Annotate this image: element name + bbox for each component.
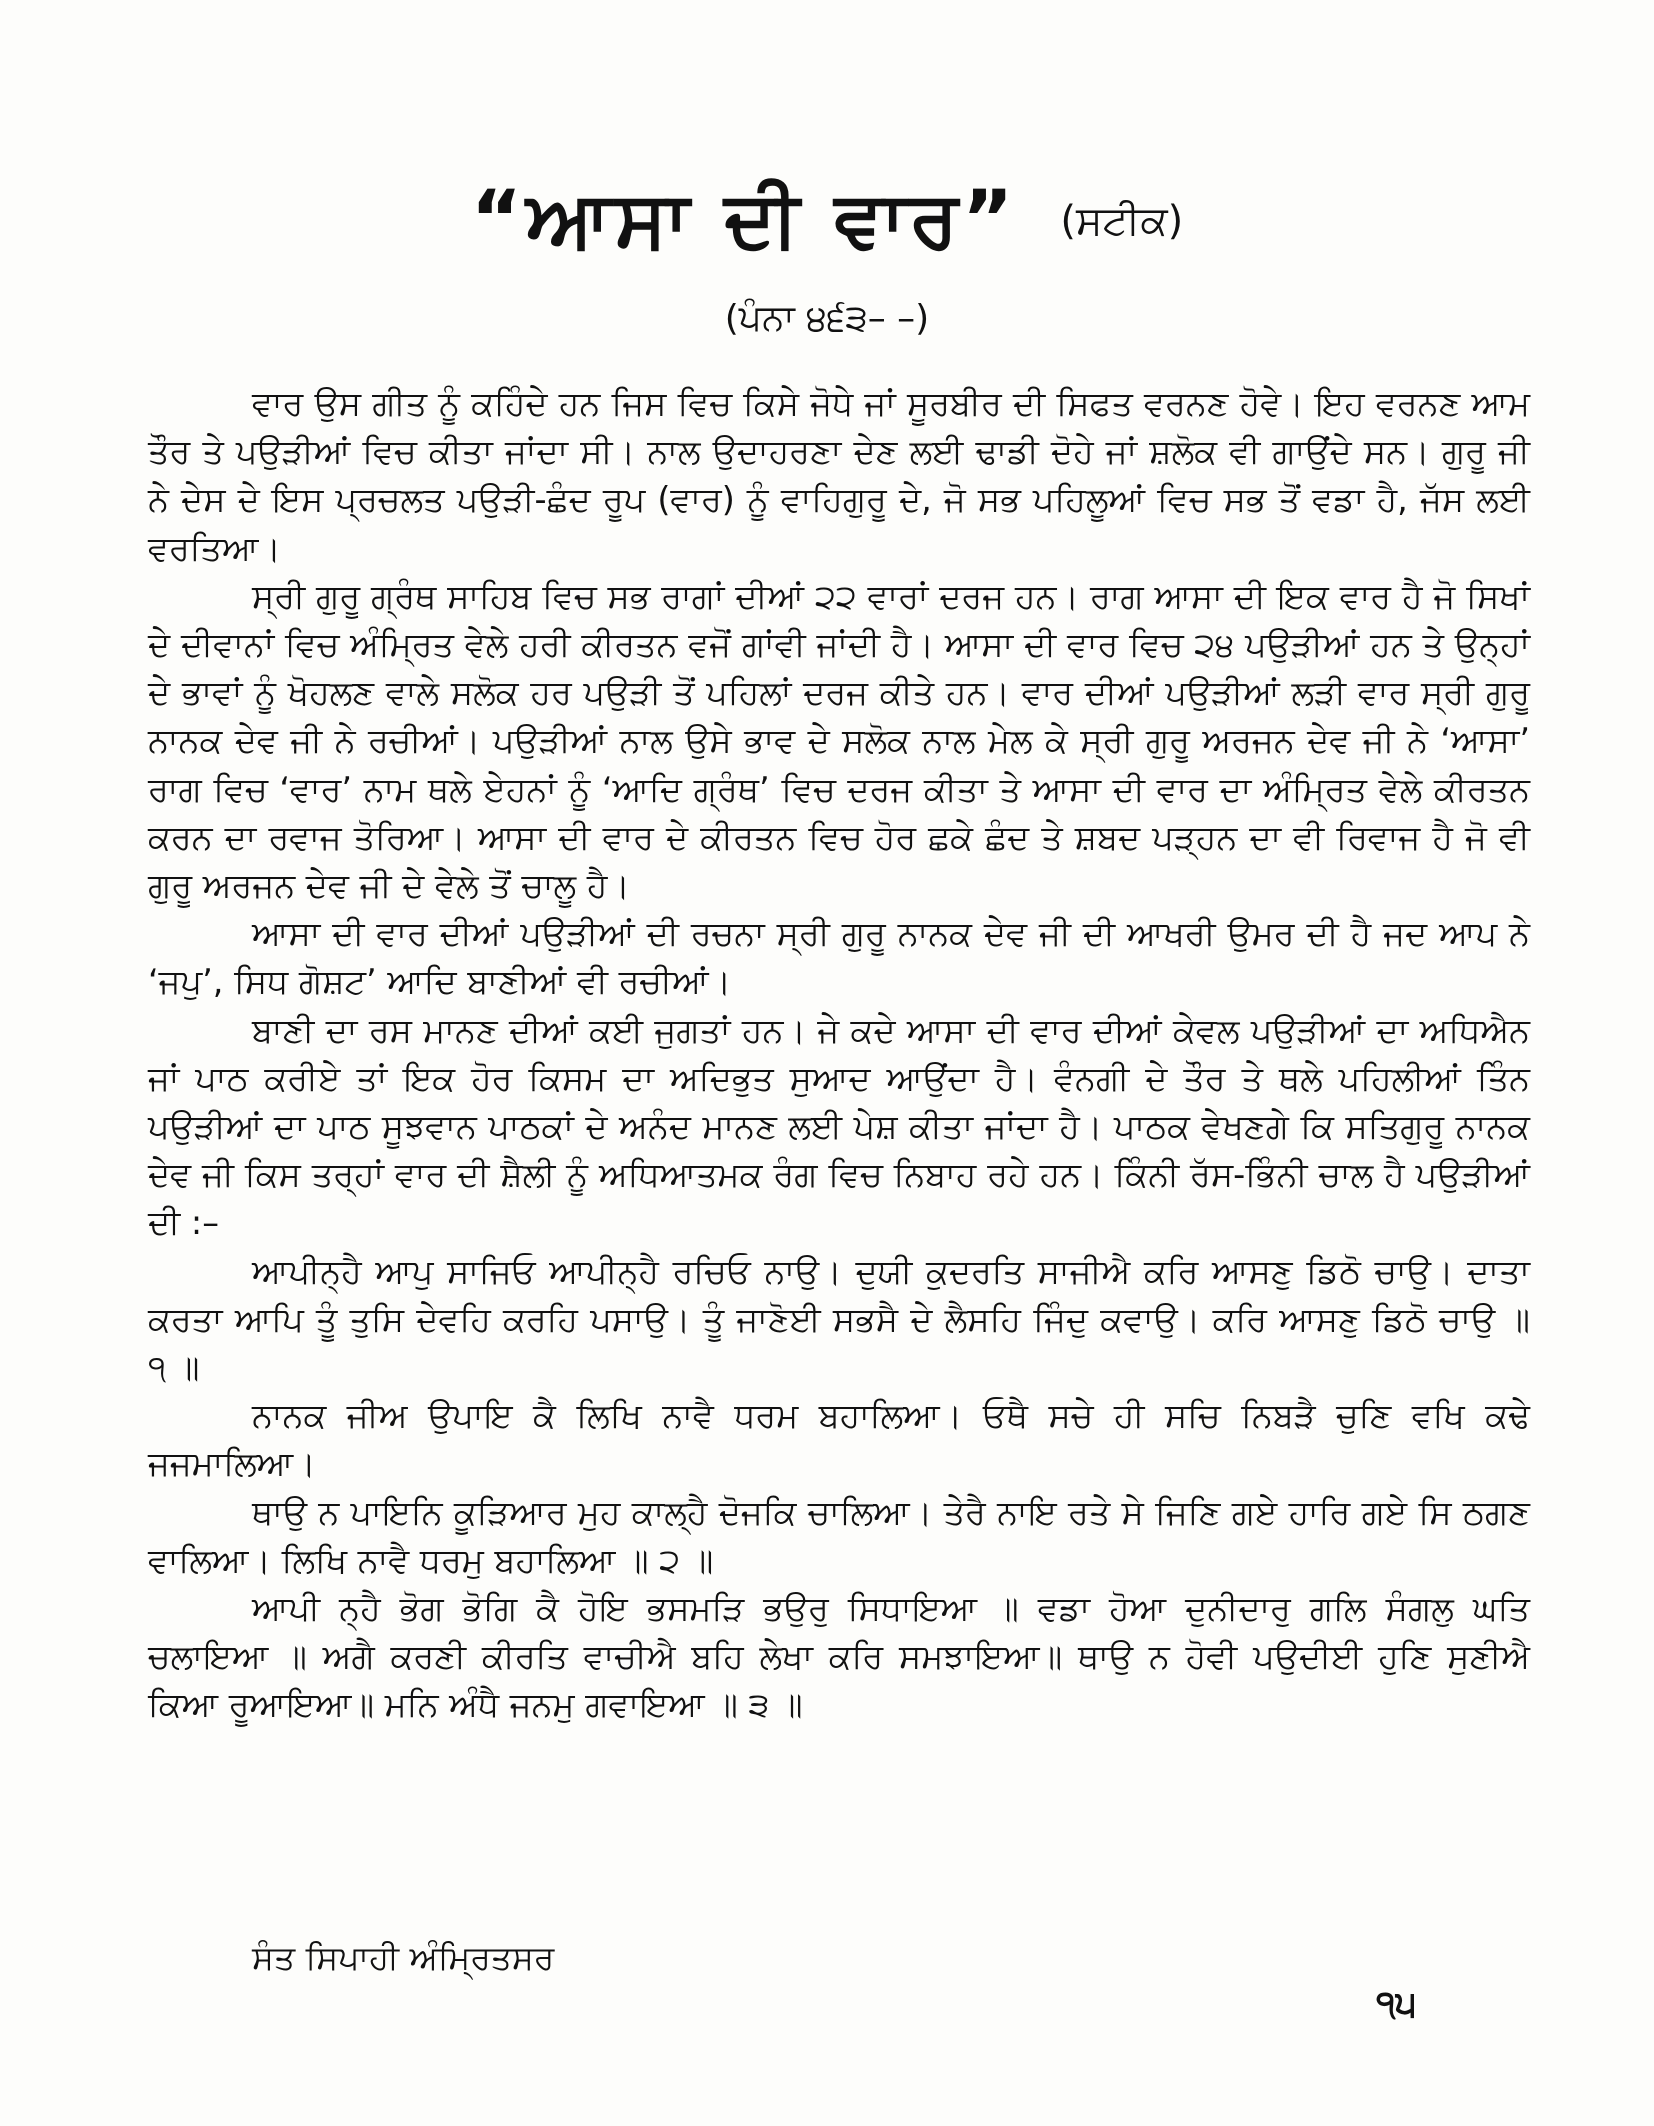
verse-pauri-2b: ਥਾਉ ਨ ਪਾਇਨਿ ਕੂੜਿਆਰ ਮੁਹ ਕਾਲ੍ਹੈ ਦੋਜਕਿ ਚਾਲਿਆ। ਤੇਰੈ ਨਾਇ ਰਤੇ ਸੇ ਜਿਣਿ ਗਏ ਹਾਰਿ ਗਏ ਸਿ ਠਗਣ ਵਾਲਿਆ। ਲਿਖਿ ਨਾਵੈ ਧਰਮੁ ਬਹਾਲਿਆ ॥ ੨ ॥ bbox=[148, 1492, 1530, 1580]
page-reference: (ਪੰਨਾ ੪੬੩– –) bbox=[724, 298, 930, 339]
verse-pauri-3: ਆਪੀ ਨ੍ਹੈ ਭੋਗ ਭੋਗਿ ਕੈ ਹੋਇ ਭਸਮੜਿ ਭਉਰੁ ਸਿਧਾਇਆ ॥ ਵਡਾ ਹੋਆ ਦੁਨੀਦਾਰੁ ਗਲਿ ਸੰਗਲੁ ਘਤਿ ਚਲਾਇਆ ॥ ਅਗੈ ਕਰਣੀ ਕੀਰਤਿ ਵਾਚੀਐ ਬਹਿ ਲੇਖਾ ਕਰਿ ਸਮਝਾਇਆ॥ ਥਾਉ ਨ ਹੋਵੀ ਪਉਦੀਈ ਹੁਣਿ ਸੁਣੀਐ ਕਿਆ ਰੂਆਇਆ॥ ਮਨਿ ਅੰਧੈ ਜਨਮੁ ਗਵਾਇਆ ॥ ੩ ॥ bbox=[148, 1589, 1530, 1725]
publisher-name: ਸੰਤ ਸਿਪਾਹੀ ਅੰਮ੍ਰਿਤਸਰ bbox=[252, 1938, 555, 1977]
paragraph-composition: ਆਸਾ ਦੀ ਵਾਰ ਦੀਆਂ ਪਉੜੀਆਂ ਦੀ ਰਚਨਾ ਸ੍ਰੀ ਗੁਰੂ ਨਾਨਕ ਦੇਵ ਜੀ ਦੀ ਆਖਰੀ ਉਮਰ ਦੀ ਹੈ ਜਦ ਆਪ ਨੇ ‘ਜਪੁ’, ਸਿਧ ਗੋਸ਼ਟ’ ਆਦਿ ਬਾਣੀਆਂ ਵੀ ਰਚੀਆਂ। bbox=[148, 914, 1530, 1002]
page-title: “ਆਸਾ ਦੀ ਵਾਰ” bbox=[470, 175, 1018, 265]
verse-pauri-1: ਆਪੀਨ੍ਹੈ ਆਪੁ ਸਾਜਿਓ ਆਪੀਨ੍ਹੈ ਰਚਿਓ ਨਾਉ। ਦੁਯੀ ਕੁਦਰਤਿ ਸਾਜੀਐ ਕਰਿ ਆਸਣੁ ਡਿਠੋ ਚਾਉ। ਦਾਤਾ ਕਰਤਾ ਆਪਿ ਤੂੰ ਤੁਸਿ ਦੇਵਹਿ ਕਰਹਿ ਪਸਾਉ। ਤੂੰ ਜਾਣੋਈ ਸਭਸੈ ਦੇ ਲੈਸਹਿ ਜਿੰਦੁ ਕਵਾਉ। ਕਰਿ ਆਸਣੁ ਡਿਠੋ ਚਾਉ ॥ ੧ ॥ bbox=[148, 1251, 1530, 1388]
paragraph-enjoyment: ਬਾਣੀ ਦਾ ਰਸ ਮਾਨਣ ਦੀਆਂ ਕਈ ਜੁਗਤਾਂ ਹਨ। ਜੇ ਕਦੇ ਆਸਾ ਦੀ ਵਾਰ ਦੀਆਂ ਕੇਵਲ ਪਉੜੀਆਂ ਦਾ ਅਧਿਐਨ ਜਾਂ ਪਾਠ ਕਰੀਏ ਤਾਂ ਇਕ ਹੋਰ ਕਿਸਮ ਦਾ ਅਦਿਭੁਤ ਸੁਆਦ ਆਉਂਦਾ ਹੈ। ਵੰਨਗੀ ਦੇ ਤੌਰ ਤੇ ਥਲੇ ਪਹਿਲੀਆਂ ਤਿੰਨ ਪਉੜੀਆਂ ਦਾ ਪਾਠ ਸੂਝਵਾਨ ਪਾਠਕਾਂ ਦੇ ਅਨੰਦ ਮਾਨਣ ਲਈ ਪੇਸ਼ ਕੀਤਾ ਜਾਂਦਾ ਹੈ। ਪਾਠਕ ਵੇਖਣਗੇ ਕਿ ਸਤਿਗੁਰੂ ਨਾਨਕ ਦੇਵ ਜੀ ਕਿਸ ਤਰ੍ਹਾਂ ਵਾਰ ਦੀ ਸ਼ੈਲੀ ਨੂੰ ਅਧਿਆਤਮਕ ਰੰਗ ਵਿਚ ਨਿਬਾਹ ਰਹੇ ਹਨ। ਕਿੰਨੀ ਰੱਸ-ਭਿੰਨੀ ਚਾਲ ਹੈ ਪਉੜੀਆਂ ਦੀ :– bbox=[148, 1010, 1530, 1243]
page-subtitle: (ਸਟੀਕ) bbox=[1060, 197, 1184, 244]
paragraph-vars: ਸ੍ਰੀ ਗੁਰੂ ਗ੍ਰੰਥ ਸਾਹਿਬ ਵਿਚ ਸਭ ਰਾਗਾਂ ਦੀਆਂ ੨੨ ਵਾਰਾਂ ਦਰਜ ਹਨ। ਰਾਗ ਆਸਾ ਦੀ ਇਕ ਵਾਰ ਹੈ ਜੋ ਸਿਖਾਂ ਦੇ ਦੀਵਾਨਾਂ ਵਿਚ ਅੰਮ੍ਰਿਤ ਵੇਲੇ ਹਰੀ ਕੀਰਤਨ ਵਜੋਂ ਗਾਂਵੀ ਜਾਂਦੀ ਹੈ। ਆਸਾ ਦੀ ਵਾਰ ਵਿਚ ੨੪ ਪਉੜੀਆਂ ਹਨ ਤੇ ਉਨ੍ਹਾਂ ਦੇ ਭਾਵਾਂ ਨੂੰ ਖੋਹਲਣ ਵਾਲੇ ਸਲੋਕ ਹਰ ਪਉੜੀ ਤੋਂ ਪਹਿਲਾਂ ਦਰਜ ਕੀਤੇ ਹਨ। ਵਾਰ ਦੀਆਂ ਪਉੜੀਆਂ ਲੜੀ ਵਾਰ ਸ੍ਰੀ ਗੁਰੂ ਨਾਨਕ ਦੇਵ ਜੀ ਨੇ ਰਚੀਆਂ। ਪਉੜੀਆਂ ਨਾਲ ਉਸੇ ਭਾਵ ਦੇ ਸਲੋਕ ਨਾਲ ਮੇਲ ਕੇ ਸ੍ਰੀ ਗੁਰੂ ਅਰਜਨ ਦੇਵ ਜੀ ਨੇ ‘ਆਸਾ’ ਰਾਗ ਵਿਚ ‘ਵਾਰ’ ਨਾਮ ਥਲੇ ਏਹਨਾਂ ਨੂੰ ‘ਆਦਿ ਗ੍ਰੰਥ’ ਵਿਚ ਦਰਜ ਕੀਤਾ ਤੇ ਆਸਾ ਦੀ ਵਾਰ ਦਾ ਅੰਮ੍ਰਿਤ ਵੇਲੇ ਕੀਰਤਨ ਕਰਨ ਦਾ ਰਵਾਜ ਤੋਰਿਆ। ਆਸਾ ਦੀ ਵਾਰ ਦੇ ਕੀਰਤਨ ਵਿਚ ਹੋਰ ਛਕੇ ਛੰਦ ਤੇ ਸ਼ਬਦ ਪੜ੍ਹਨ ਦਾ ਵੀ ਰਿਵਾਜ ਹੈ ਜੋ ਵੀ ਗੁਰੂ ਅਰਜਨ ਦੇਵ ਜੀ ਦੇ ਵੇਲੇ ਤੋਂ ਚਾਲੂ ਹੈ। bbox=[148, 576, 1530, 906]
document-body bbox=[148, 380, 1530, 1730]
title-row bbox=[0, 175, 1654, 266]
page-number: ੧੫ bbox=[1376, 1984, 1417, 2025]
paragraph-intro: ਵਾਰ ਉਸ ਗੀਤ ਨੂੰ ਕਹਿੰਦੇ ਹਨ ਜਿਸ ਵਿਚ ਕਿਸੇ ਜੋਧੇ ਜਾਂ ਸੂਰਬੀਰ ਦੀ ਸਿਫਤ ਵਰਨਣ ਹੋਵੇ। ਇਹ ਵਰਨਣ ਆਮ ਤੌਰ ਤੇ ਪਉੜੀਆਂ ਵਿਚ ਕੀਤਾ ਜਾਂਦਾ ਸੀ। ਨਾਲ ਉਦਾਹਰਣਾ ਦੇਣ ਲਈ ਢਾਡੀ ਦੋਹੇ ਜਾਂ ਸ਼ਲੋਕ ਵੀ ਗਾਉਂਦੇ ਸਨ। ਗੁਰੂ ਜੀ ਨੇ ਦੇਸ ਦੇ ਇਸ ਪ੍ਰਚਲਤ ਪਉੜੀ-ਛੰਦ ਰੂਪ (ਵਾਰ) ਨੂੰ ਵਾਹਿਗੁਰੂ ਦੇ, ਜੋ ਸਭ ਪਹਿਲੂਆਂ ਵਿਚ ਸਭ ਤੋਂ ਵਡਾ ਹੈ, ਜੱਸ ਲਈ ਵਰਤਿਆ। bbox=[148, 384, 1530, 568]
verse-pauri-2a: ਨਾਨਕ ਜੀਅ ਉਪਾਇ ਕੈ ਲਿਖਿ ਨਾਵੈ ਧਰਮ ਬਹਾਲਿਆ। ਓਥੈ ਸਚੇ ਹੀ ਸਚਿ ਨਿਬੜੈ ਚੁਣਿ ਵਖਿ ਕਢੇ ਜਜਮਾਲਿਆ। bbox=[148, 1396, 1530, 1484]
